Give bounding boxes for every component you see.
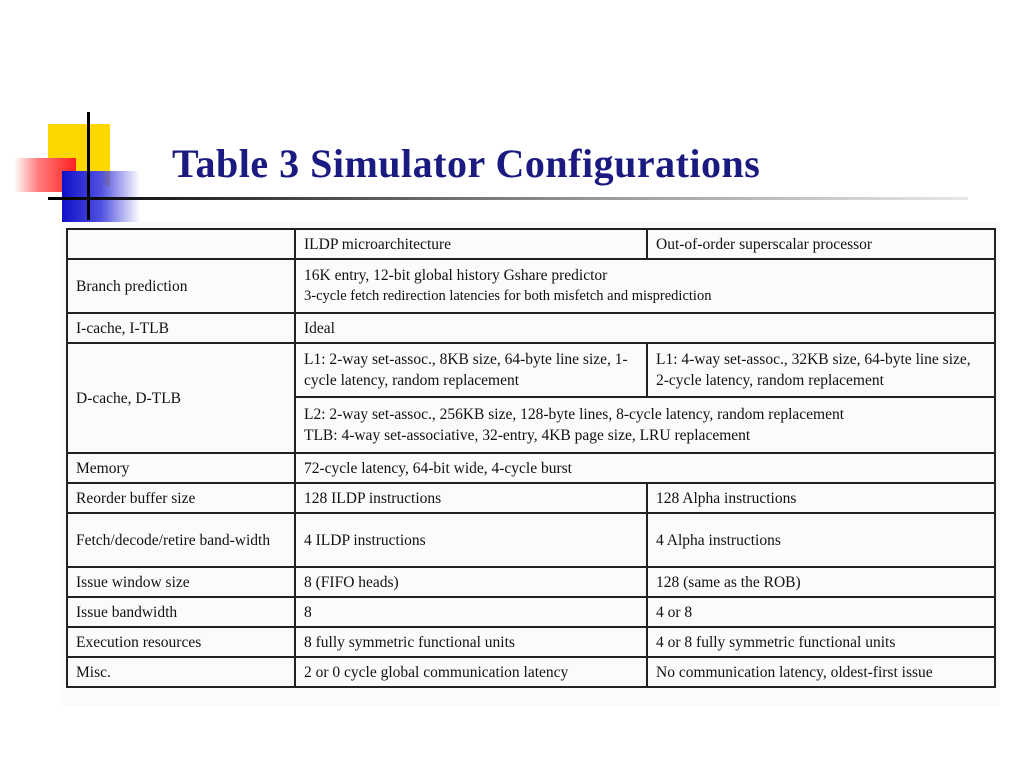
slide-title: Table 3 Simulator Configurations	[172, 141, 761, 186]
row-label: Issue window size	[67, 567, 295, 597]
table-row	[67, 313, 995, 343]
header-ildp: ILDP microarchitecture	[295, 229, 647, 259]
row-label: Branch prediction	[67, 259, 295, 313]
table-row	[67, 483, 995, 513]
dcache-l2: L2: 2-way set-assoc., 256KB size, 128-byte lines, 8-cycle latency, random replacement	[304, 406, 845, 423]
table-row	[67, 627, 995, 657]
table-row	[67, 567, 995, 597]
table-row	[67, 657, 995, 687]
execution-ooo: 4 or 8 fully symmetric functional units	[647, 627, 995, 657]
table-header-row	[67, 229, 995, 259]
misc-ildp: 2 or 0 cycle global communication latency	[295, 657, 647, 687]
row-label: Execution resources	[67, 627, 295, 657]
issue-window-ooo: 128 (same as the ROB)	[647, 567, 995, 597]
row-label: Reorder buffer size	[67, 483, 295, 513]
issue-bandwidth-ooo: 4 or 8	[647, 597, 995, 627]
dcache-shared	[295, 397, 995, 453]
branch-prediction-line2: 3-cycle fetch redirection latencies for both misfetch and misprediction	[304, 288, 712, 304]
execution-ildp: 8 fully symmetric functional units	[295, 627, 647, 657]
icache-value: Ideal	[295, 313, 995, 343]
table-row	[67, 597, 995, 627]
header-blank-cell	[67, 229, 295, 259]
decor-vertical-line	[87, 112, 90, 220]
row-label: Misc.	[67, 657, 295, 687]
row-label: Issue bandwidth	[67, 597, 295, 627]
row-label: D-cache, D-TLB	[67, 343, 295, 453]
dcache-ooo-l1: L1: 4-way set-assoc., 32KB size, 64-byte line size, 2-cycle latency, random replacement	[647, 343, 995, 397]
fetch-ooo: 4 Alpha instructions	[647, 513, 995, 567]
issue-window-ildp: 8 (FIFO heads)	[295, 567, 647, 597]
title-underline	[48, 197, 968, 200]
row-label: Fetch/decode/retire band-width	[67, 513, 295, 567]
table-row	[67, 513, 995, 567]
table-row	[67, 453, 995, 483]
header-ooo: Out-of-order superscalar processor	[647, 229, 995, 259]
row-label: I-cache, I-TLB	[67, 313, 295, 343]
row-label: Memory	[67, 453, 295, 483]
memory-value: 72-cycle latency, 64-bit wide, 4-cycle burst	[295, 453, 995, 483]
branch-prediction-value	[295, 259, 995, 313]
table-row	[67, 343, 995, 397]
branch-prediction-line1: 16K entry, 12-bit global history Gshare predictor	[304, 267, 608, 284]
issue-bandwidth-ildp: 8	[295, 597, 647, 627]
fetch-ildp: 4 ILDP instructions	[295, 513, 647, 567]
scanned-table-image	[60, 222, 1000, 706]
reorder-buffer-ildp: 128 ILDP instructions	[295, 483, 647, 513]
dcache-ildp-l1: L1: 2-way set-assoc., 8KB size, 64-byte line size, 1-cycle latency, random replacement	[295, 343, 647, 397]
misc-ooo: No communication latency, oldest-first issue	[647, 657, 995, 687]
reorder-buffer-ooo: 128 Alpha instructions	[647, 483, 995, 513]
table-row	[67, 259, 995, 313]
dcache-tlb: TLB: 4-way set-associative, 32-entry, 4KB page size, LRU replacement	[304, 427, 751, 444]
simulator-config-table	[66, 228, 996, 688]
